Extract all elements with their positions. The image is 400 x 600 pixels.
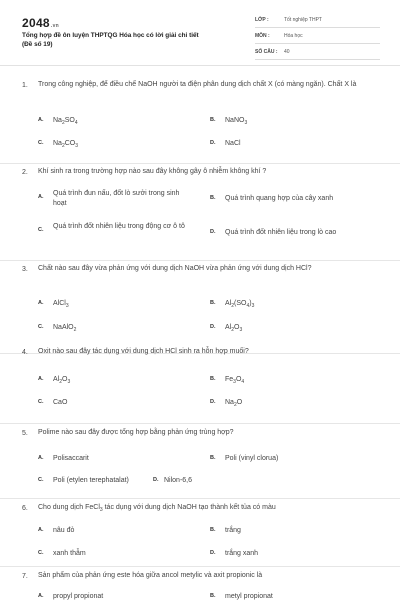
- option-text: $Na_2O$: [225, 399, 243, 408]
- option-text: $Fe_3O_4$: [225, 376, 245, 385]
- option-letter: A.: [38, 593, 44, 599]
- option-text: CaO: [53, 399, 68, 406]
- option-text: AlCl$_3$: [53, 300, 69, 309]
- option-text: metyl propionat: [225, 593, 273, 600]
- question-number: 1.: [22, 82, 28, 89]
- meta-class-row: [255, 15, 380, 28]
- meta-count-row: [255, 47, 380, 60]
- question-text: Khí sinh ra trong trường hợp nào sau đây không gây ô nhiễm không khí ?: [38, 168, 267, 175]
- question-text: Trong công nghiệp, để điều chế NaOH người ta điện phân dung dịch chất X (có màng ngăn). Chất X là: [38, 81, 357, 88]
- question-text: Oxit nào sau đây tác dụng với dung dịch HCl sinh ra hỗn hợp muối?: [38, 348, 249, 355]
- option-text: $Na_2CO_3$: [53, 140, 79, 149]
- exam-meta: [255, 15, 380, 63]
- question-item: [0, 348, 400, 424]
- question-number: 5.: [22, 430, 28, 437]
- question-number: 2.: [22, 169, 28, 176]
- exam-title-line1: Tổng hợp đề ôn luyện THPTQG Hóa học có lời giải chi tiết: [22, 32, 199, 39]
- option-letter: D.: [210, 229, 216, 235]
- exam-title-line2: (Đề số 19): [22, 41, 53, 48]
- meta-subject-row: [255, 31, 380, 44]
- option-letter: B.: [210, 527, 216, 533]
- meta-value: 40: [284, 49, 290, 55]
- question-item: [0, 66, 400, 164]
- option-text: NaAlO$_2$: [53, 324, 77, 333]
- question-text: Chất nào sau đây vừa phản ứng với dung dịch NaOH vừa phản ứng với dung dịch HCl?: [38, 265, 312, 272]
- option-text: Quá trình quang hợp của cây xanh: [225, 195, 334, 202]
- option-letter: A.: [38, 300, 44, 306]
- option-text: Quá trình đốt nhiên liệu trong lò cao: [225, 229, 337, 236]
- option-letter: A.: [38, 194, 44, 200]
- option-text: Nilon-6,6: [164, 477, 193, 484]
- option-letter: C.: [38, 324, 44, 330]
- exam-title: [22, 31, 242, 49]
- question-text: Polime nào sau đây được tổng hợp bằng phản ứng trùng hợp?: [38, 429, 234, 436]
- option-text: Poli (vinyl clorua): [225, 455, 279, 462]
- option-text: trắng: [225, 527, 241, 534]
- question-item: [0, 424, 400, 499]
- option-letter: A.: [38, 376, 44, 382]
- option-letter: D.: [153, 477, 159, 483]
- option-text: propyl propionat: [53, 593, 104, 600]
- question-text: Sản phẩm của phản ứng este hóa giữa ancol metylic và axit propionic là: [38, 572, 263, 579]
- option-text: $Na_2SO_4$: [53, 117, 78, 126]
- option-text: NaCl: [225, 140, 241, 147]
- meta-label: MÔN :: [255, 33, 270, 39]
- option-letter: B.: [210, 593, 216, 599]
- meta-value: Tốt nghiệp THPT: [284, 17, 322, 23]
- question-number: 4.: [22, 349, 28, 356]
- option-letter: C.: [38, 550, 44, 556]
- question-item: [0, 567, 400, 600]
- option-letter: B.: [210, 300, 216, 306]
- logo-text: 2048: [22, 16, 50, 30]
- question-item: [0, 261, 400, 354]
- option-letter: B.: [210, 195, 216, 201]
- option-text: nâu đỏ: [53, 527, 75, 534]
- question-number: 3.: [22, 266, 28, 273]
- option-letter: A.: [38, 527, 44, 533]
- logo-suffix: .vn: [50, 23, 60, 29]
- site-logo[interactable]: [22, 16, 59, 30]
- option-text: Quá trình đun nấu, đốt lò sưởi trong sinh hoạt: [53, 190, 180, 207]
- option-text: Quá trình đốt nhiên liệu trong động cơ ô tô: [53, 223, 185, 230]
- option-letter: B.: [210, 455, 216, 461]
- option-letter: D.: [210, 140, 216, 146]
- option-text: $Al_2(SO_4)_3$: [225, 300, 255, 309]
- question-item: [0, 499, 400, 567]
- option-letter: C.: [38, 227, 44, 233]
- question-number: 7.: [22, 573, 28, 580]
- option-letter: C.: [38, 399, 44, 405]
- meta-label: SỐ CÂU :: [255, 49, 278, 55]
- option-text: trắng xanh: [225, 550, 259, 557]
- option-letter: B.: [210, 117, 216, 123]
- option-text: Polisaccarit: [53, 455, 89, 462]
- option-letter: D.: [210, 324, 216, 330]
- option-text: Poli (etylen terephatalat): [53, 477, 129, 484]
- question-item: [0, 164, 400, 261]
- option-letter: C.: [38, 140, 44, 146]
- option-text: $Al_2O_3$: [53, 376, 71, 385]
- option-letter: B.: [210, 376, 216, 382]
- option-text: $Al_2O_3$: [225, 324, 243, 333]
- meta-value: Hóa học: [284, 33, 303, 39]
- option-letter: D.: [210, 399, 216, 405]
- exam-header: [0, 0, 400, 66]
- question-text: Cho dung dịch FeCl$_3$ tác dụng với dung dịch NaOH tạo thành kết tủa có màu: [38, 504, 276, 513]
- option-text: xanh thẫm: [53, 550, 86, 557]
- question-number: 6.: [22, 505, 28, 512]
- option-letter: D.: [210, 550, 216, 556]
- option-letter: A.: [38, 117, 44, 123]
- option-letter: C.: [38, 477, 44, 483]
- option-letter: A.: [38, 455, 44, 461]
- meta-label: LỚP :: [255, 17, 269, 23]
- option-text: NaNO$_3$: [225, 117, 248, 126]
